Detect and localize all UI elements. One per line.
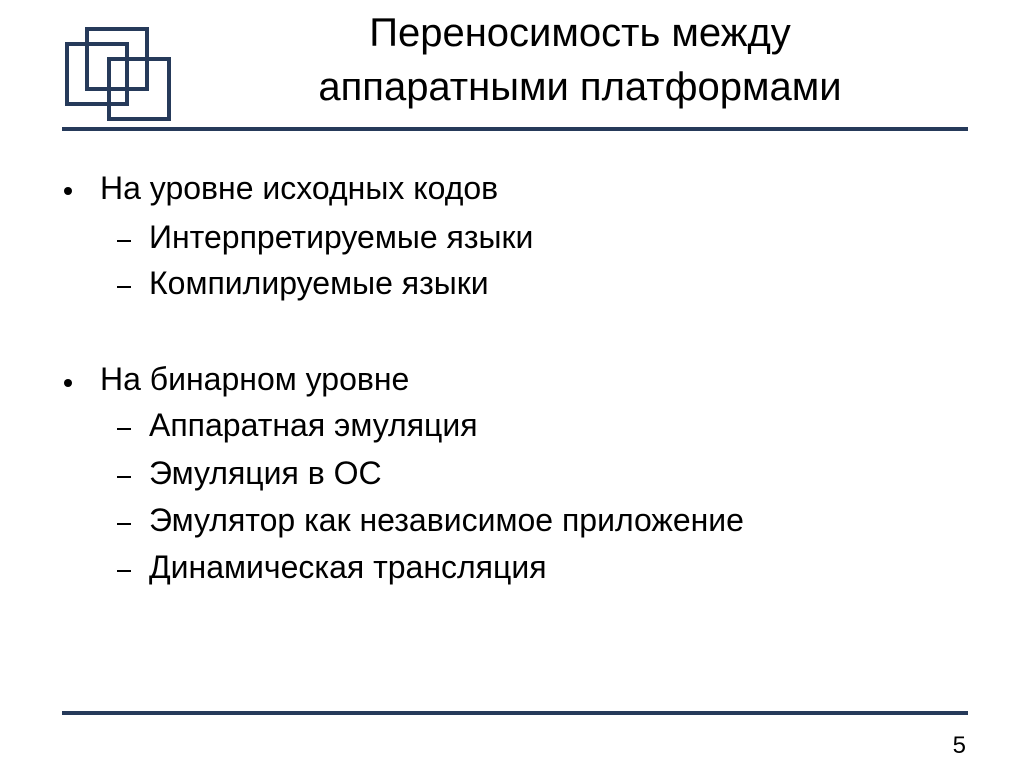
- page-number: 5: [952, 732, 966, 759]
- sub-bullet-item: Эмулятор как независимое приложение: [149, 502, 744, 538]
- sub-bullet-item: Интерпретируемые языки: [149, 219, 534, 255]
- bullet-dot: [64, 379, 72, 387]
- slide-title-line-2: аппаратными платформами: [318, 65, 842, 109]
- sub-bullet-item: Компилируемые языки: [149, 265, 489, 301]
- bullet-item: На уровне исходных кодов: [100, 170, 499, 206]
- dash-marker: [117, 286, 131, 288]
- bottom-divider: [62, 711, 968, 715]
- dash-marker: [117, 570, 131, 572]
- bullet-item: На бинарном уровне: [100, 361, 410, 397]
- sub-bullet-item: Эмуляция в ОС: [149, 455, 382, 491]
- slide-title-line-1: Переносимость между: [369, 11, 791, 55]
- dash-marker: [117, 523, 131, 525]
- bullet-dot: [64, 187, 72, 195]
- dash-marker: [117, 428, 131, 430]
- dash-marker: [117, 240, 131, 242]
- sub-bullet-item: Аппаратная эмуляция: [149, 407, 478, 443]
- dash-marker: [117, 476, 131, 478]
- sub-bullet-item: Динамическая трансляция: [149, 549, 547, 585]
